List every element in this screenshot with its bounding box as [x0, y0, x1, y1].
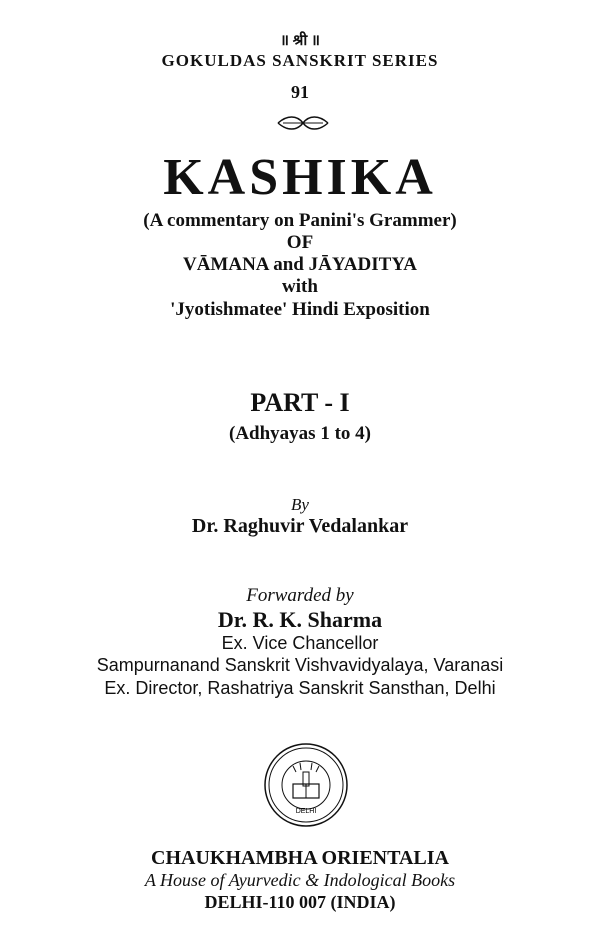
- publisher-tagline: A House of Ayurvedic & Indological Books: [144, 870, 456, 890]
- part-range: (Adhyayas 1 to 4): [229, 423, 371, 444]
- publisher-name: CHAUKHAMBHA ORIENTALIA: [151, 847, 449, 869]
- series-number: 91: [291, 82, 309, 102]
- book-title: KASHIKA: [163, 149, 437, 206]
- foreword-credential: Sampurnanand Sanskrit Vishvavidyalaya, Varanasi: [96, 655, 504, 675]
- invocation: ॥ श्री ॥: [280, 33, 320, 49]
- book-subtitle: (A commentary on Panini's Grammer): [143, 210, 457, 231]
- with-text: with: [282, 276, 318, 297]
- foreword-credential: Ex. Director, Rashatriya Sanskrit Sansthan, Delhi: [104, 678, 496, 698]
- publisher-address: DELHI-110 007 (INDIA): [204, 892, 396, 912]
- logo-city: DELHI: [295, 808, 317, 815]
- foreword-label: Forwarded by: [246, 585, 354, 606]
- by-label: By: [291, 495, 309, 514]
- ornament-divider-icon: [275, 115, 331, 131]
- foreword-credential: Ex. Vice Chancellor: [221, 633, 379, 653]
- exposition-title: 'Jyotishmatee' Hindi Exposition: [170, 299, 430, 320]
- author-name: Dr. Raghuvir Vedalankar: [191, 515, 409, 537]
- original-authors: VĀMANA and JĀYADITYA: [182, 254, 418, 275]
- foreword-author: Dr. R. K. Sharma: [217, 607, 383, 632]
- publisher-logo-seal: [263, 742, 349, 828]
- series-name: GOKULDAS SANSKRIT SERIES: [161, 51, 439, 70]
- part-label: PART - I: [250, 388, 350, 417]
- of-text: OF: [286, 232, 314, 253]
